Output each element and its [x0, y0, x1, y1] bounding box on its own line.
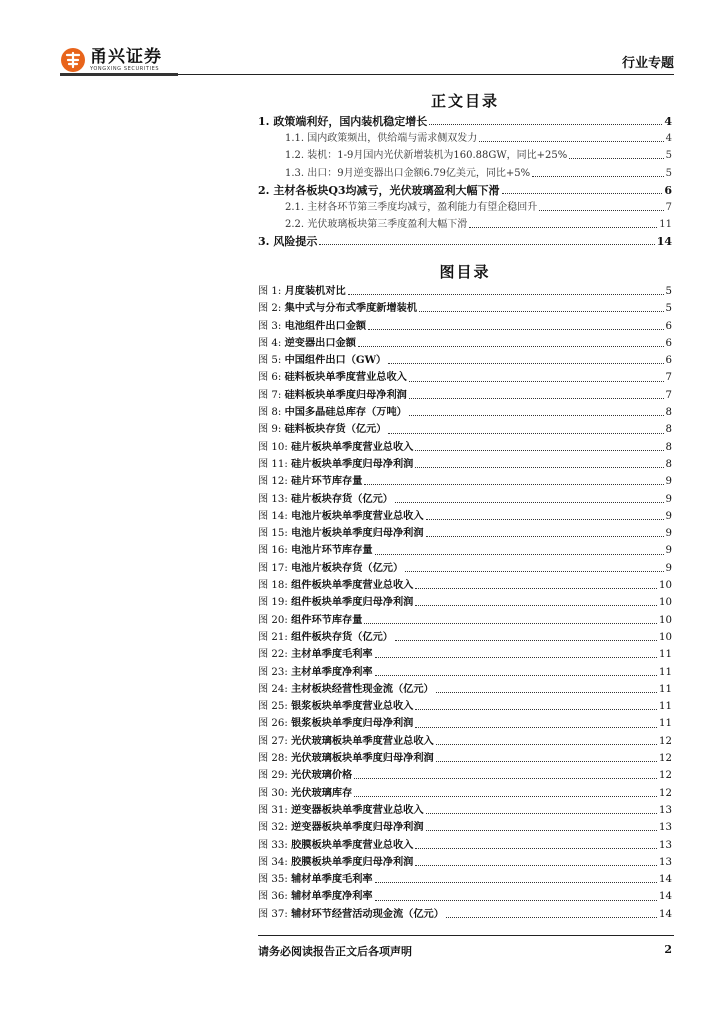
figure-entry[interactable] — [258, 888, 672, 905]
figure-entry-label — [258, 404, 408, 421]
toc-entry-label: 2.1. 主材各环节第三季度均减亏，盈利能力有望企稳回升 — [285, 201, 538, 213]
figure-entry-label — [258, 473, 363, 490]
dot-leader — [375, 882, 657, 883]
figure-entry-label — [258, 629, 394, 646]
figure-title: 硅料板块存货（亿元） — [284, 423, 387, 436]
toc-entry[interactable] — [258, 130, 672, 147]
dot-leader — [358, 346, 664, 347]
figure-title: 辅材单季度净利率 — [291, 890, 373, 903]
figure-title: 逆变器板块单季度归母净利润 — [291, 821, 424, 834]
figure-entry-page: 12 — [659, 787, 672, 799]
figure-entry[interactable] — [258, 698, 672, 715]
dot-leader — [415, 848, 657, 849]
figure-number: 图 5: — [258, 355, 282, 367]
figure-entry-label — [258, 491, 394, 508]
figure-title: 电池片环节库存量 — [291, 544, 373, 557]
figure-number: 图 35: — [258, 874, 288, 886]
dot-leader — [388, 433, 663, 434]
logo-english-name: YONGXING SECURITIES — [90, 65, 160, 72]
figure-title: 组件板块单季度归母净利润 — [291, 596, 414, 609]
figure-number: 图 16: — [258, 545, 288, 557]
figure-entry-label — [258, 888, 374, 905]
figure-entry[interactable] — [258, 560, 672, 577]
figure-number: 图 20: — [258, 614, 288, 626]
table-of-contents — [258, 113, 672, 251]
figure-entry[interactable] — [258, 733, 672, 750]
yongxing-logo-icon — [60, 47, 86, 73]
figure-entry[interactable] — [258, 577, 672, 594]
figure-number: 图 32: — [258, 822, 288, 834]
dot-leader — [415, 450, 663, 451]
toc-entry[interactable] — [258, 233, 672, 250]
figure-number: 图 36: — [258, 891, 288, 903]
dot-leader — [532, 176, 663, 177]
dot-leader — [436, 692, 657, 693]
figure-entry-label — [258, 335, 357, 352]
figure-title: 逆变器出口金额 — [284, 336, 356, 349]
figure-entry-page: 11 — [659, 718, 672, 730]
figure-entry-page: 13 — [659, 804, 672, 816]
dot-leader — [415, 709, 657, 710]
figure-entry-page: 9 — [665, 562, 672, 574]
figure-title: 光伏玻璃价格 — [291, 769, 353, 782]
toc-entry-label: 1.2. 装机：1-9月国内光伏新增装机为160.88GW，同比+25% — [285, 150, 568, 162]
figure-entry[interactable] — [258, 456, 672, 473]
figure-entry-page: 6 — [665, 355, 672, 367]
dot-leader — [409, 381, 664, 382]
figure-entry-label — [258, 525, 425, 542]
dot-leader — [569, 158, 663, 159]
figure-number: 图 10: — [258, 441, 288, 453]
figure-number: 图 8: — [258, 407, 282, 419]
dot-leader — [395, 502, 664, 503]
figure-entry[interactable] — [258, 508, 672, 525]
footer-disclaimer: 请务必阅读报告正文后各项声明 — [258, 945, 412, 958]
figure-title: 组件板块单季度营业总收入 — [291, 579, 414, 592]
toc-entry-page: 11 — [659, 219, 672, 231]
figure-title: 胶膜板块单季度营业总收入 — [291, 838, 414, 851]
company-logo — [60, 46, 162, 74]
toc-entry-label: 1. 政策端利好，国内装机稳定增长 — [258, 115, 428, 128]
toc-entry-label: 1.1. 国内政策频出，供给端与需求侧双发力 — [285, 133, 478, 145]
figure-entry-label — [258, 785, 353, 802]
dot-leader — [375, 675, 657, 676]
dot-leader — [426, 536, 664, 537]
figure-entry-label — [258, 439, 414, 456]
toc-entry[interactable] — [258, 147, 672, 164]
figure-entry-page: 12 — [659, 735, 672, 747]
figure-entry-label — [258, 715, 414, 732]
figure-entry-page: 10 — [659, 597, 672, 609]
dot-leader — [429, 124, 662, 125]
figure-entry-label — [258, 577, 414, 594]
figure-entry-page: 9 — [665, 493, 672, 505]
dot-leader — [354, 778, 657, 779]
figure-title: 电池组件出口金额 — [284, 319, 367, 332]
figure-title: 逆变器板块单季度营业总收入 — [291, 803, 424, 816]
figure-number: 图 27: — [258, 735, 288, 747]
figure-entry-label — [258, 369, 408, 386]
toc-entry-page: 5 — [665, 150, 672, 162]
dot-leader — [539, 210, 663, 211]
figure-number: 图 23: — [258, 666, 288, 678]
figure-entry-page: 6 — [665, 320, 672, 332]
dot-leader — [415, 588, 657, 589]
figure-title: 硅片环节库存量 — [291, 475, 363, 488]
figure-list-title: 图目录 — [439, 263, 491, 281]
figure-list — [258, 283, 672, 923]
figure-entry[interactable] — [258, 871, 672, 888]
figure-number: 图 2: — [258, 303, 282, 315]
toc-entry-page: 5 — [665, 167, 672, 179]
figure-entry-page: 11 — [659, 666, 672, 678]
figure-entry-page: 13 — [659, 856, 672, 868]
figure-entry-label — [258, 560, 404, 577]
dot-leader — [436, 761, 657, 762]
figure-entry-label — [258, 837, 414, 854]
figure-title: 电池片板块存货（亿元） — [291, 561, 404, 574]
dot-leader — [415, 605, 657, 606]
toc-entry-page: 6 — [664, 183, 672, 197]
figure-entry[interactable] — [258, 283, 672, 300]
figure-entry-page: 8 — [665, 407, 672, 419]
figure-entry[interactable] — [258, 542, 672, 559]
figure-entry-page: 13 — [659, 839, 672, 851]
figure-title: 辅材单季度毛利率 — [291, 873, 373, 886]
figure-entry[interactable] — [258, 300, 672, 317]
dot-leader — [364, 484, 663, 485]
figure-entry[interactable] — [258, 387, 672, 404]
toc-entry[interactable] — [258, 165, 672, 182]
figure-entry[interactable] — [258, 664, 672, 681]
figure-entry-label — [258, 352, 387, 369]
figure-entry[interactable] — [258, 681, 672, 698]
figure-entry-page: 6 — [665, 337, 672, 349]
figure-title: 光伏玻璃板块单季度营业总收入 — [291, 734, 434, 747]
figure-number: 图 6: — [258, 372, 282, 384]
figure-title: 主材单季度毛利率 — [291, 648, 373, 661]
figure-title: 胶膜板块单季度归母净利润 — [291, 855, 414, 868]
toc-entry-page: 4 — [665, 133, 672, 145]
figure-entry-page: 11 — [659, 701, 672, 713]
toc-entry[interactable] — [258, 199, 672, 216]
dot-leader — [375, 900, 657, 901]
figure-entry[interactable] — [258, 352, 672, 369]
figure-entry-page: 11 — [659, 683, 672, 695]
figure-entry-label — [258, 802, 425, 819]
figure-title: 中国多晶硅总库存（万吨） — [284, 406, 407, 419]
figure-entry-label — [258, 387, 408, 404]
figure-number: 图 7: — [258, 389, 282, 401]
figure-number: 图 33: — [258, 839, 288, 851]
dot-leader — [502, 193, 663, 194]
figure-entry-page: 9 — [665, 510, 672, 522]
figure-number: 图 29: — [258, 770, 288, 782]
figure-entry-label — [258, 681, 435, 698]
figure-number: 图 9: — [258, 424, 282, 436]
figure-title: 硅片板块单季度归母净利润 — [291, 457, 414, 470]
dot-leader — [426, 813, 658, 814]
figure-number: 图 11: — [258, 458, 288, 470]
figure-entry-label — [258, 456, 414, 473]
dot-leader — [419, 311, 663, 312]
dot-leader — [426, 519, 664, 520]
figure-entry[interactable] — [258, 802, 672, 819]
figure-number: 图 30: — [258, 787, 288, 799]
figure-entry-page: 13 — [659, 822, 672, 834]
figure-number: 图 3: — [258, 320, 282, 332]
dot-leader — [426, 830, 658, 831]
figure-entry-label — [258, 508, 425, 525]
figure-number: 图 19: — [258, 597, 288, 609]
toc-entry[interactable] — [258, 182, 672, 199]
dot-leader — [405, 571, 663, 572]
toc-entry[interactable] — [258, 216, 672, 233]
figure-title: 光伏玻璃库存 — [291, 786, 353, 799]
figure-entry-label — [258, 542, 374, 559]
dot-leader — [368, 329, 663, 330]
figure-number: 图 17: — [258, 562, 288, 574]
figure-entry-label — [258, 594, 414, 611]
figure-entry[interactable] — [258, 837, 672, 854]
figure-title: 银浆板块单季度营业总收入 — [291, 700, 414, 713]
page-number: 2 — [664, 943, 672, 956]
figure-entry[interactable] — [258, 819, 672, 836]
figure-title: 电池片板块单季度归母净利润 — [291, 527, 424, 540]
toc-entry-label: 1.3. 出口：9月逆变器出口金额6.79亿美元，同比+5% — [285, 167, 531, 179]
figure-entry-label — [258, 698, 414, 715]
dot-leader — [436, 744, 657, 745]
figure-entry[interactable] — [258, 715, 672, 732]
figure-title: 银浆板块单季度归母净利润 — [291, 717, 414, 730]
figure-entry-page: 14 — [659, 874, 672, 886]
figure-title: 主材单季度净利率 — [291, 665, 373, 678]
figure-title: 硅料板块单季度营业总收入 — [284, 371, 407, 384]
figure-entry-label — [258, 871, 374, 888]
dot-leader — [348, 294, 664, 295]
dot-leader — [354, 796, 657, 797]
toc-entry-page: 14 — [656, 235, 672, 249]
figure-title: 硅片板块存货（亿元） — [291, 492, 393, 505]
figure-number: 图 31: — [258, 804, 288, 816]
figure-entry[interactable] — [258, 629, 672, 646]
figure-entry[interactable] — [258, 906, 672, 923]
figure-entry-page: 8 — [665, 441, 672, 453]
figure-entry[interactable] — [258, 318, 672, 335]
figure-number: 图 28: — [258, 753, 288, 765]
figure-entry-page: 9 — [665, 528, 672, 540]
figure-entry-label — [258, 819, 425, 836]
logo-chinese-name: 甬兴证券 — [90, 46, 162, 67]
dot-leader — [395, 640, 657, 641]
figure-entry-label — [258, 906, 445, 923]
figure-number: 图 18: — [258, 580, 288, 592]
figure-title: 中国组件出口（GW） — [284, 354, 387, 367]
figure-entry[interactable] — [258, 612, 672, 629]
dot-leader — [415, 467, 663, 468]
toc-entry-label: 2.2. 光伏玻璃板块第三季度盈利大幅下滑 — [285, 219, 468, 231]
figure-number: 图 1: — [258, 286, 282, 297]
figure-entry[interactable] — [258, 646, 672, 663]
dot-leader — [319, 244, 654, 245]
toc-entry-label: 2. 主材各板块Q3均减亏，光伏玻璃盈利大幅下滑 — [258, 183, 500, 197]
header-divider-accent — [60, 73, 178, 76]
figure-number: 图 4: — [258, 337, 282, 349]
figure-title: 月度装机对比 — [284, 285, 346, 297]
figure-number: 图 14: — [258, 510, 288, 522]
dot-leader — [409, 398, 664, 399]
figure-entry[interactable] — [258, 439, 672, 456]
figure-title: 硅片板块单季度营业总收入 — [291, 440, 414, 453]
figure-title: 主材板块经营性现金流（亿元） — [291, 682, 434, 695]
figure-title: 辅材环节经营活动现金流（亿元） — [291, 907, 444, 920]
figure-entry-page: 5 — [665, 286, 672, 297]
figure-entry-page: 8 — [665, 458, 672, 470]
figure-entry-page: 10 — [659, 614, 672, 626]
report-type: 行业专题 — [621, 56, 674, 71]
figure-entry-label — [258, 283, 347, 300]
figure-entry-page: 12 — [659, 753, 672, 765]
figure-entry-label — [258, 300, 418, 317]
figure-entry[interactable] — [258, 369, 672, 386]
figure-entry-page: 9 — [665, 476, 672, 488]
dot-leader — [446, 917, 657, 918]
dot-leader — [469, 227, 657, 228]
figure-title: 光伏玻璃板块单季度归母净利润 — [291, 752, 434, 765]
toc-entry-page: 4 — [664, 115, 672, 128]
dot-leader — [415, 865, 657, 866]
figure-entry-label — [258, 750, 435, 767]
figure-entry-label — [258, 854, 414, 871]
figure-entry-page: 7 — [665, 389, 672, 401]
figure-entry-page: 14 — [659, 908, 672, 920]
figure-entry[interactable] — [258, 750, 672, 767]
figure-number: 图 21: — [258, 631, 288, 643]
figure-title: 硅料板块单季度归母净利润 — [284, 388, 407, 401]
figure-entry[interactable] — [258, 473, 672, 490]
toc-entry-page: 7 — [665, 201, 672, 213]
figure-number: 图 26: — [258, 718, 288, 730]
figure-entry-label — [258, 612, 363, 629]
footer-divider — [258, 935, 674, 936]
dot-leader — [375, 657, 657, 658]
figure-number: 图 25: — [258, 701, 288, 713]
figure-entry-page: 5 — [665, 303, 672, 315]
figure-entry-page: 7 — [665, 372, 672, 384]
figure-entry-label — [258, 733, 435, 750]
figure-entry-page: 8 — [665, 424, 672, 436]
figure-entry-label — [258, 318, 367, 335]
figure-entry-label — [258, 664, 374, 681]
figure-entry-page: 12 — [659, 770, 672, 782]
dot-leader — [479, 141, 663, 142]
figure-number: 图 22: — [258, 649, 288, 661]
dot-leader — [388, 363, 663, 364]
figure-title: 组件环节库存量 — [291, 613, 363, 626]
dot-leader — [364, 623, 657, 624]
figure-number: 图 15: — [258, 528, 288, 540]
figure-number: 图 34: — [258, 856, 288, 868]
figure-entry-page: 14 — [659, 891, 672, 903]
figure-entry[interactable] — [258, 767, 672, 784]
figure-entry[interactable] — [258, 785, 672, 802]
figure-entry-page: 10 — [659, 580, 672, 592]
figure-entry[interactable] — [258, 594, 672, 611]
figure-entry-page: 10 — [659, 631, 672, 643]
figure-entry-label — [258, 421, 387, 438]
toc-title: 正文目录 — [430, 92, 499, 110]
figure-entry-label — [258, 646, 374, 663]
figure-entry-page: 9 — [665, 545, 672, 557]
figure-number: 图 37: — [258, 908, 288, 920]
dot-leader — [415, 727, 657, 728]
toc-entry[interactable] — [258, 113, 672, 130]
page-header — [60, 44, 674, 76]
figure-number: 图 24: — [258, 683, 288, 695]
figure-entry[interactable] — [258, 335, 672, 352]
figure-title: 集中式与分布式季度新增装机 — [284, 302, 418, 315]
figure-entry[interactable] — [258, 404, 672, 421]
figure-entry-label — [258, 767, 353, 784]
dot-leader — [409, 415, 664, 416]
dot-leader — [375, 554, 664, 555]
figure-title: 组件板块存货（亿元） — [291, 630, 393, 643]
figure-entry[interactable] — [258, 525, 672, 542]
figure-entry[interactable] — [258, 491, 672, 508]
figure-entry-page: 11 — [659, 649, 672, 661]
toc-entry-label: 3. 风险提示 — [258, 235, 318, 249]
figure-number: 图 13: — [258, 493, 288, 505]
figure-entry[interactable] — [258, 854, 672, 871]
figure-number: 图 12: — [258, 476, 288, 488]
figure-entry[interactable] — [258, 421, 672, 438]
figure-title: 电池片板块单季度营业总收入 — [291, 509, 424, 522]
